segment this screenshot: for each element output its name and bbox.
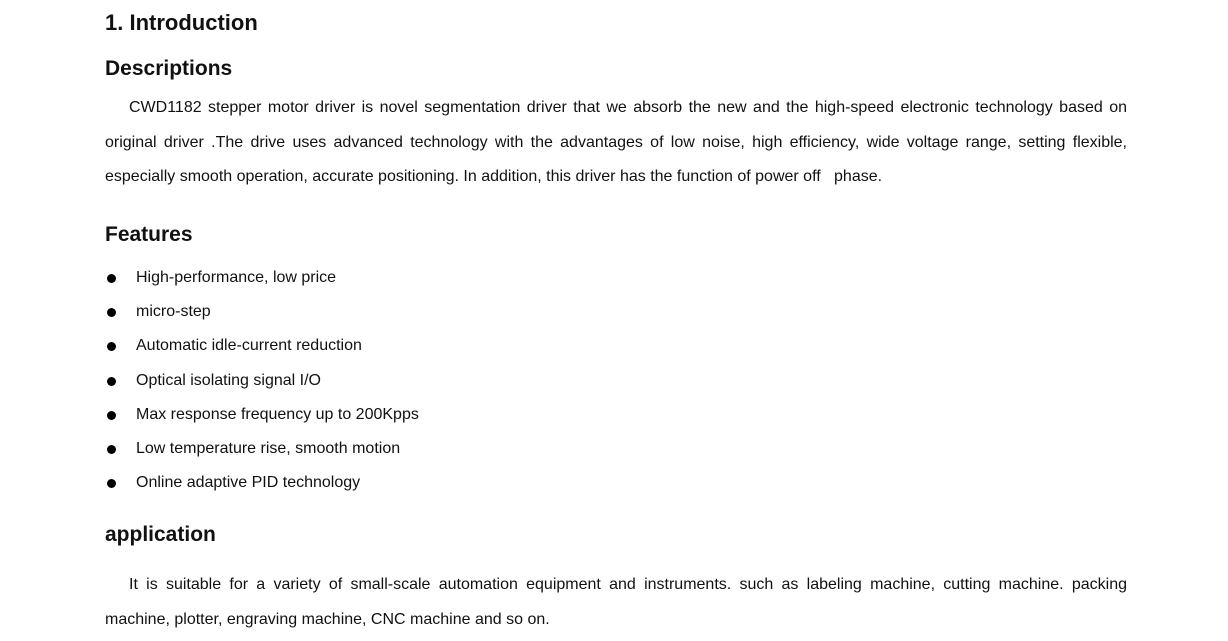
feature-text: Automatic idle-current reduction — [136, 337, 362, 355]
feature-text: Max response frequency up to 200Kpps — [136, 405, 419, 423]
application-heading: application — [105, 523, 216, 546]
bullet-icon — [107, 274, 116, 283]
application-paragraph: It is suitable for a variety of small-scale automation equipment and instruments. such as labeling machine, cutting machine. packing machine, plotter, engraving machine, CNC machine and so on. — [105, 576, 1127, 628]
bullet-icon — [107, 377, 116, 386]
features-list — [105, 261, 419, 500]
list-item — [105, 432, 419, 466]
feature-text: Online adaptive PID technology — [136, 474, 361, 492]
list-item — [105, 329, 419, 363]
descriptions-heading: Descriptions — [105, 57, 233, 80]
bullet-icon — [107, 445, 116, 454]
feature-text: micro-step — [136, 303, 211, 321]
descriptions-paragraph: CWD1182 stepper motor driver is novel segmentation driver that we absorb the new and the high-speed electronic technology based on original driver .The drive uses advanced technology with the advantages of low noise, high efficiency, wide voltage range, setting flexible, especially smooth operation, accurate positioning. In addition, this driver has the function of power off phase. — [105, 99, 1132, 185]
list-item — [105, 466, 419, 500]
feature-text: Low temperature rise, smooth motion — [136, 439, 401, 457]
list-item — [105, 261, 419, 295]
features-heading: Features — [105, 223, 193, 246]
feature-text: High-performance, low price — [136, 269, 337, 286]
feature-text: Optical isolating signal I/O — [136, 371, 321, 389]
section-title: 1. Introduction — [105, 10, 258, 35]
bullet-icon — [107, 308, 116, 317]
bullet-icon — [107, 342, 116, 351]
list-item — [105, 398, 419, 432]
bullet-icon — [107, 479, 116, 488]
list-item — [105, 295, 419, 329]
list-item — [105, 364, 419, 398]
bullet-icon — [107, 411, 116, 420]
